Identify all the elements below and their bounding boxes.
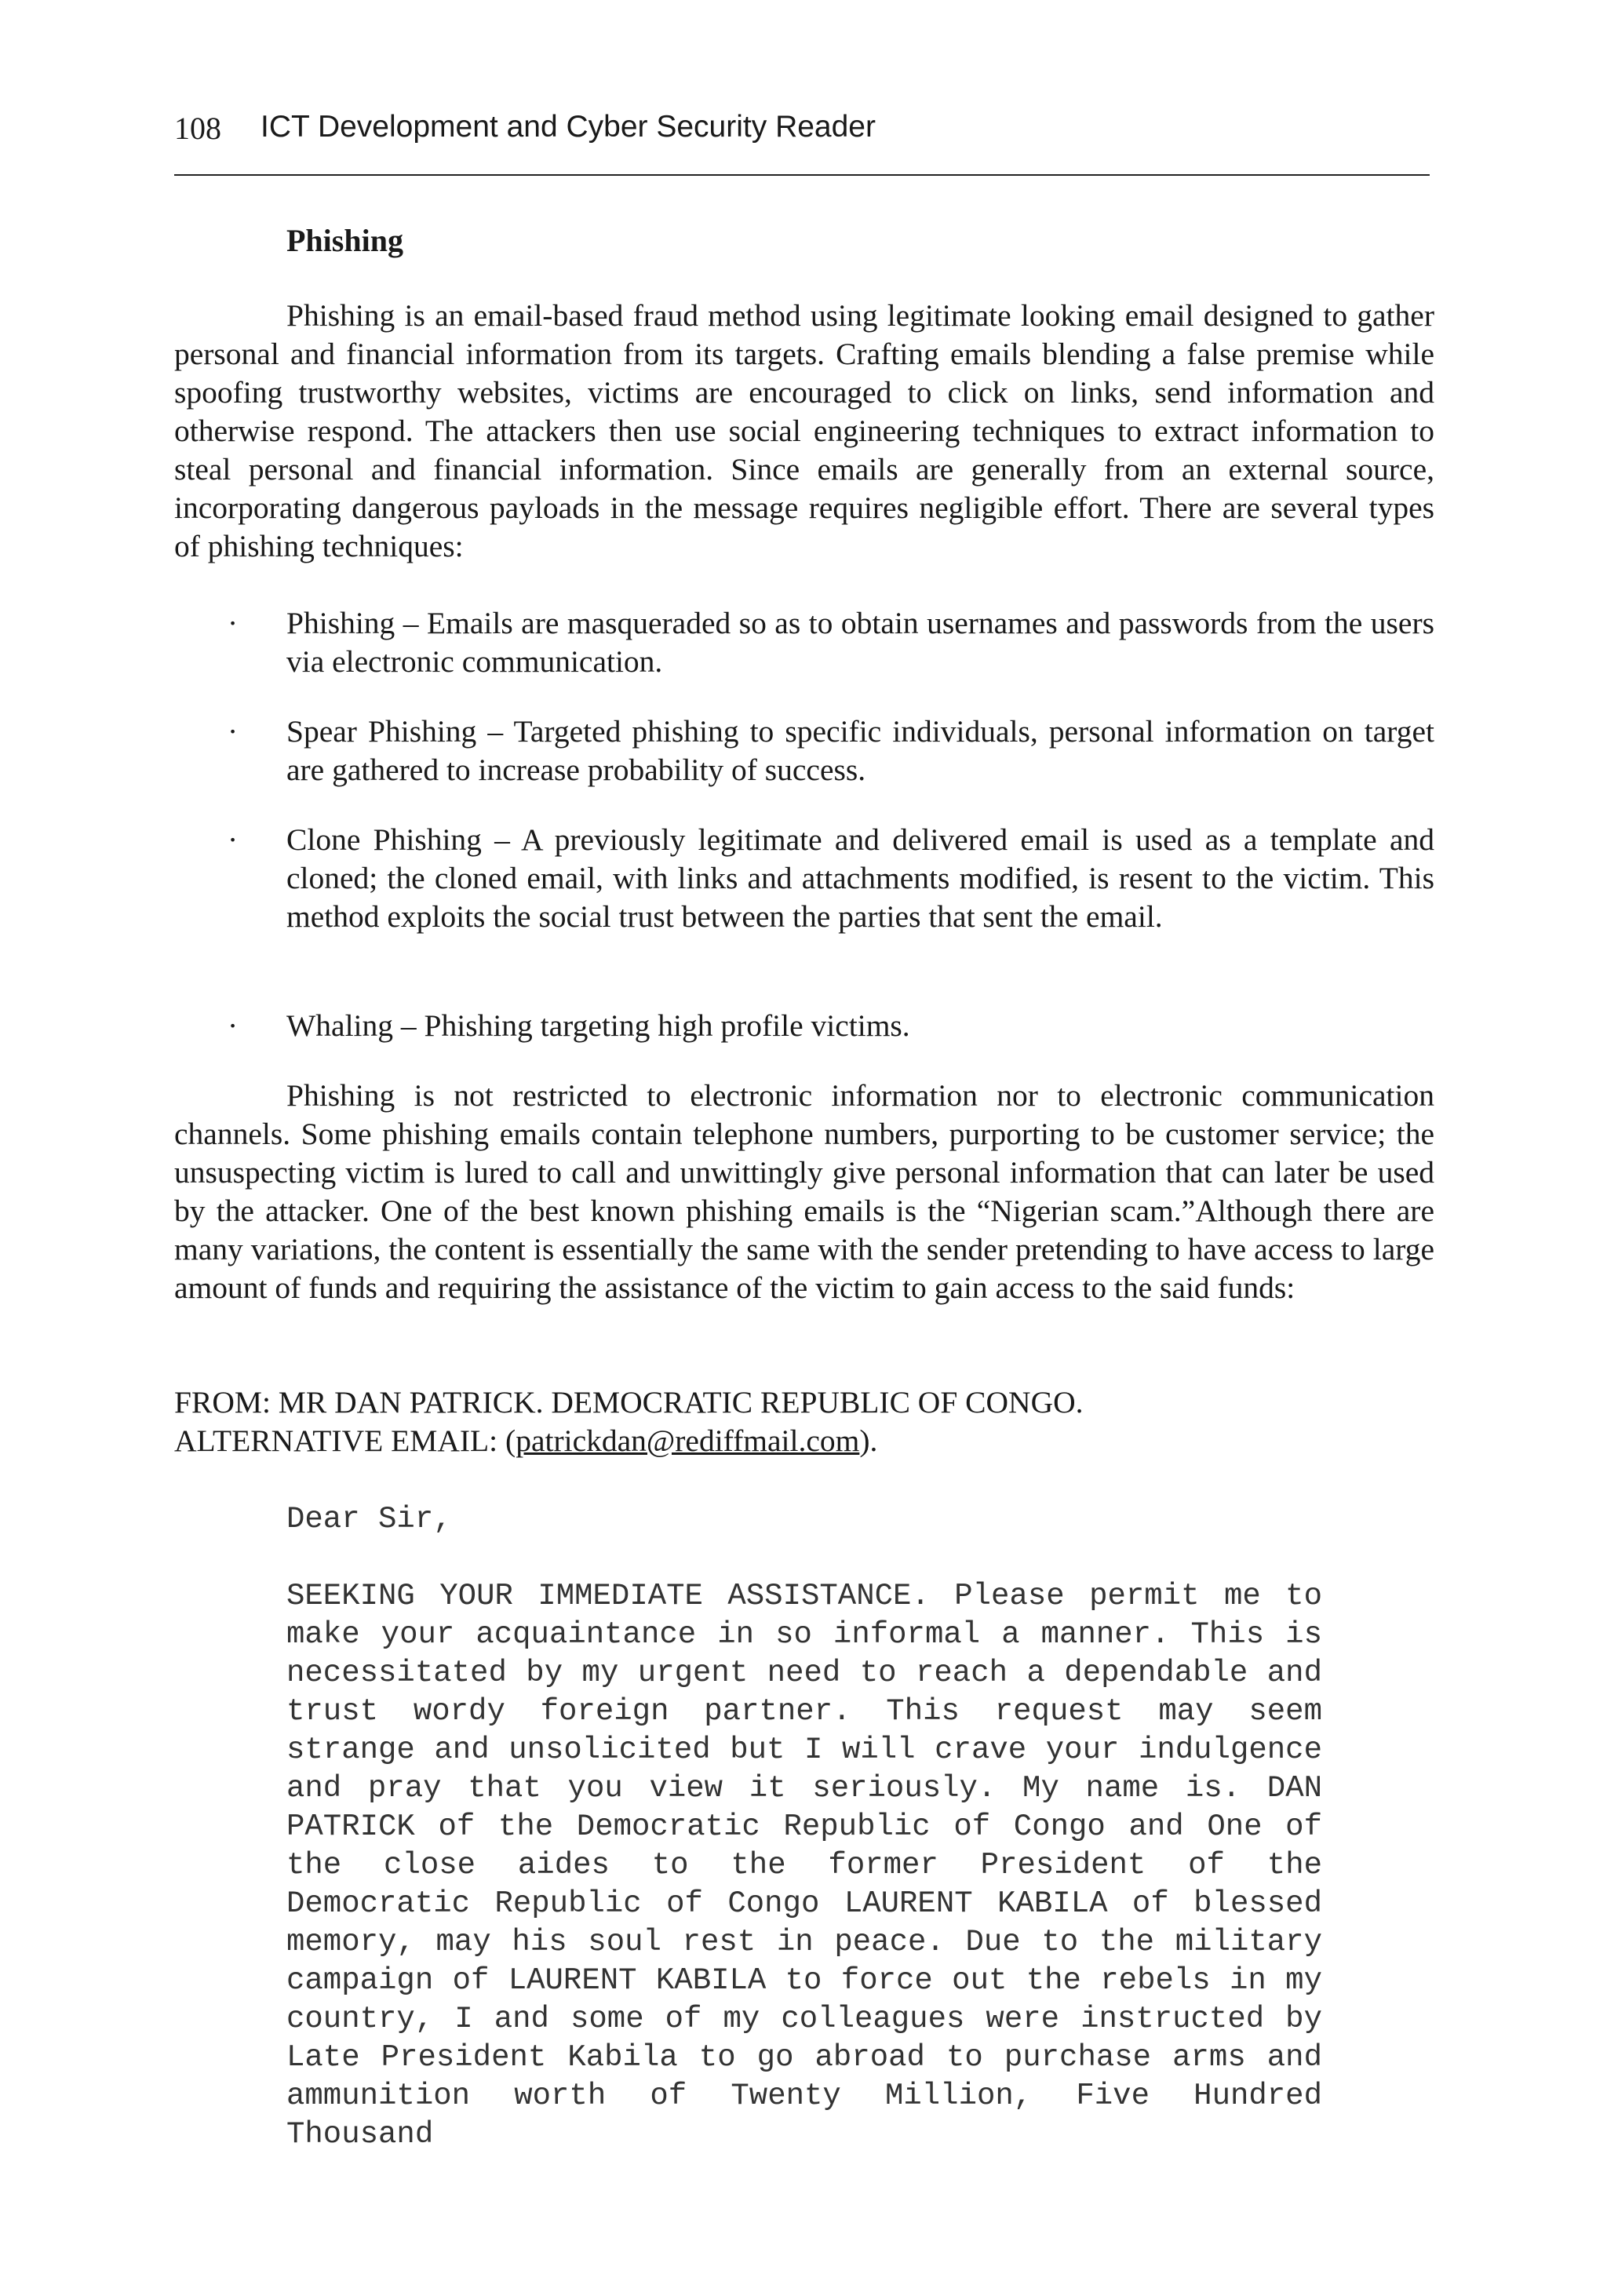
alt-email-link[interactable]: patrickdan@rediffmail.com [516,1423,860,1458]
bullet-text: Clone Phishing – A previously legitimate and delivered email is used as a template and cloned; the cloned email, with links and attachments modified, is resent to the victim. This method exploits the social trust between the parties that sent the email. [286,822,1434,934]
email-header-block [174,1383,1434,1460]
bullet-item-phishing [228,604,1434,681]
alt-email-suffix: ). [859,1423,878,1458]
letter-salutation: Dear Sir, [286,1502,452,1536]
running-header [174,110,1430,155]
bullet-dot: · [228,606,239,640]
intro-paragraph: Phishing is an email-based fraud method using legitimate looking email designed to gather personal and financial information from its targets. Crafting emails blending a false premise while spoofing trustworthy websites, victims are encouraged to click on links, send information and otherwise respond. The attackers then use social engineering techniques to extract information to steal personal and financial information. Since emails are generally from an external source, incorporating dangerous payloads in the message requires negligible effort. There are several types of phishing techniques: [174,298,1434,563]
bullet-text: Spear Phishing – Targeted phishing to specific individuals, personal information on target are gathered to increase probability of success. [286,714,1434,787]
header-rule [174,174,1430,176]
alt-email-prefix: ALTERNATIVE EMAIL: ( [174,1423,516,1458]
bullet-item-spear-phishing [228,712,1434,789]
page-number: 108 [174,111,221,146]
bullet-item-clone-phishing [228,821,1434,936]
from-line: FROM: MR DAN PATRICK. DEMOCRATIC REPUBLIC OF CONGO. [174,1385,1084,1420]
body-paragraph-2: Phishing is not restricted to electronic information nor to electronic communication channels. Some phishing emails contain telephone numbers, purporting to be customer service; the unsuspecting victim is lured to call and unwittingly give personal information that can later be used by the attacker. One of the best known phishing emails is the “Nigerian scam.”Although there are many variations, the content is essentially the same with the sender pretending to have access to large amount of funds and requiring the assistance of the victim to gain access to the said funds: [174,1078,1434,1305]
bullet-dot: · [228,1008,239,1043]
bullet-text: Whaling – Phishing targeting high profile victims. [286,1008,910,1043]
bullet-dot: · [228,822,239,857]
book-title: ICT Development and Cyber Security Reader [261,110,876,144]
alternative-email-line [174,1422,1434,1460]
letter-body: SEEKING YOUR IMMEDIATE ASSISTANCE. Please permit me to make your acquaintance in so informal a manner. This is necessitated by my urgent need to reach a dependable and trust wordy foreign partner. This request may seem strange and unsolicited but I will crave your indulgence and pray that you view it seriously. My name is. DAN PATRICK of the Democratic Republic of Congo and One of the close aides to the former President of the Democratic Republic of Congo LAURENT KABILA of blessed memory, may his soul rest in peace. Due to the military campaign of LAURENT KABILA to force out the rebels in my country, I and some of my colleagues were instructed by Late President Kabila to go abroad to purchase arms and ammunition worth of Twenty Million, Five Hundred Thousand [286,1579,1322,2152]
section-title: Phishing [286,223,403,258]
bullet-item-whaling [228,1007,1434,1045]
bullet-text: Phishing – Emails are masqueraded so as to obtain usernames and passwords from the users via electronic communication. [286,606,1434,679]
bullet-dot: · [228,714,239,749]
